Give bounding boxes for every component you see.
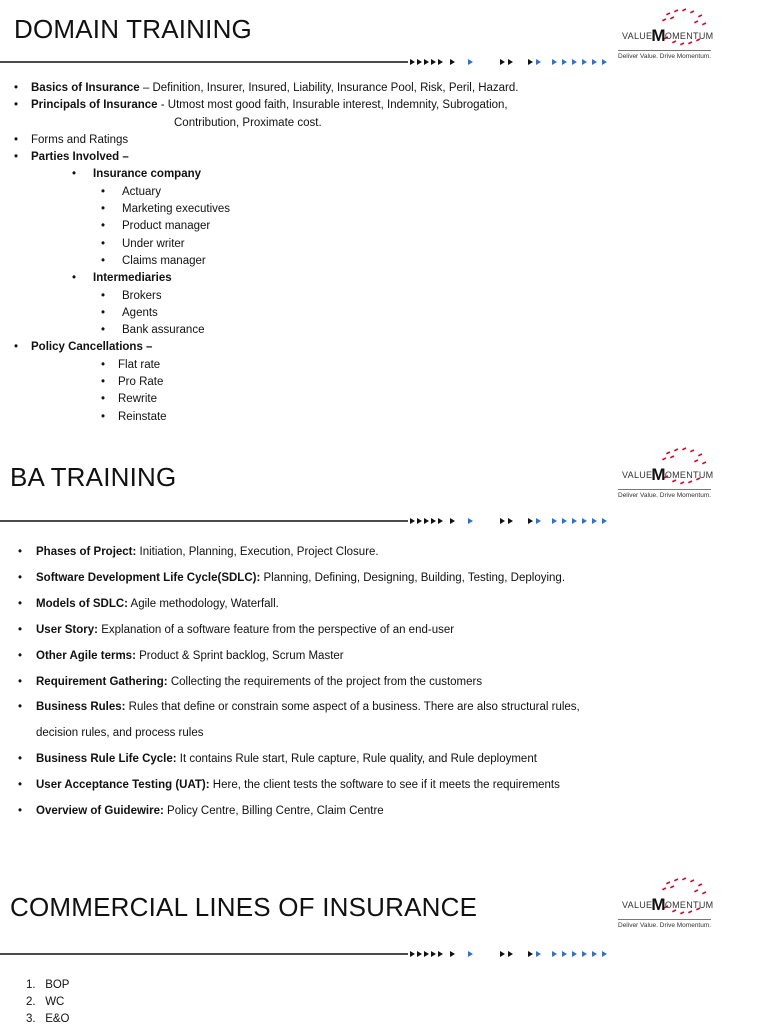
- arrow-mark: [528, 518, 533, 524]
- arrow-mark: [572, 518, 577, 524]
- arrow-mark: [468, 518, 473, 524]
- arrow-mark: [592, 518, 597, 524]
- list-item: • Parties Involved –: [14, 149, 518, 166]
- list-item: • Phases of Project: Initiation, Planning, Execution, Project Closure.: [18, 540, 580, 566]
- arrow-divider: [0, 57, 616, 67]
- arrow-mark: [536, 951, 541, 957]
- arrow-mark: [468, 951, 473, 957]
- arrow-mark: [450, 59, 455, 65]
- list-item: • Basics of Insurance – Definition, Insurer, Insured, Liability, Insurance Pool, Risk, Peril, Hazard.: [14, 80, 518, 97]
- arrow-mark: [562, 518, 567, 524]
- arrow-mark: [582, 951, 587, 957]
- arrow-mark: [500, 59, 505, 65]
- list-item: • Insurance company: [14, 166, 518, 183]
- list-item: • Reinstate: [14, 409, 518, 426]
- arrow-mark: [582, 518, 587, 524]
- logo-wordmark: VALUEMOMENTUM: [622, 465, 714, 484]
- arrow-mark: [562, 951, 567, 957]
- ba-training-slide: [0, 445, 768, 845]
- list-item: • Principals of Insurance - Utmost most good faith, Insurable interest, Indemnity, Subrogation,: [14, 97, 518, 114]
- list-item-continuation: decision rules, and process rules: [36, 727, 204, 740]
- ba-topic-list: [18, 540, 580, 825]
- arrow-mark: [438, 518, 443, 524]
- arrow-mark: [450, 518, 455, 524]
- arrow-mark: [602, 518, 607, 524]
- list-item: • Models of SDLC: Agile methodology, Waterfall.: [18, 592, 580, 618]
- slide-title: COMMERCIAL LINES OF INSURANCE: [10, 892, 478, 922]
- logo-tagline: Deliver Value. Drive Momentum.: [618, 919, 711, 929]
- list-item: • User Acceptance Testing (UAT): Here, the client tests the software to see if it meets the requirements: [18, 773, 580, 799]
- valuemomentum-logo: [618, 445, 728, 503]
- list-item: • Forms and Ratings: [14, 132, 518, 149]
- arrow-mark: [536, 59, 541, 65]
- arrow-mark: [450, 951, 455, 957]
- arrow-mark: [500, 951, 505, 957]
- list-item: • Software Development Life Cycle(SDLC): Planning, Defining, Designing, Building, Testing, Deploying.: [18, 566, 580, 592]
- list-item: • Business Rule Life Cycle: It contains Rule start, Rule capture, Rule quality, and Rule deployment: [18, 747, 580, 773]
- arrow-mark: [552, 951, 557, 957]
- list-item: • Intermediaries: [14, 270, 518, 287]
- arrow-mark: [582, 59, 587, 65]
- domain-topic-list: [14, 80, 518, 426]
- arrow-mark: [572, 59, 577, 65]
- arrow-mark: [508, 59, 513, 65]
- logo-wordmark: VALUEMOMENTUM: [622, 895, 714, 914]
- arrow-mark: [602, 951, 607, 957]
- logo-wordmark: VALUEMOMENTUM: [622, 26, 714, 45]
- list-item: • Agents: [14, 305, 518, 322]
- commercial-lines-list: [26, 977, 69, 1029]
- list-item: • Product manager: [14, 218, 518, 235]
- valuemomentum-logo: [618, 6, 728, 64]
- list-item: • User Story: Explanation of a software feature from the perspective of an end-user: [18, 618, 580, 644]
- arrow-mark: [431, 518, 436, 524]
- arrow-mark: [500, 518, 505, 524]
- list-item: • Marketing executives: [14, 201, 518, 218]
- valuemomentum-logo: [618, 875, 728, 933]
- list-item: • Pro Rate: [14, 374, 518, 391]
- arrow-mark: [431, 59, 436, 65]
- list-item-continuation: Contribution, Proximate cost.: [174, 116, 322, 129]
- list-item: 1. BOP: [26, 979, 70, 991]
- arrow-mark: [410, 951, 415, 957]
- arrow-mark: [572, 951, 577, 957]
- arrow-mark: [417, 59, 422, 65]
- arrow-mark: [536, 518, 541, 524]
- arrow-mark: [592, 951, 597, 957]
- arrow-mark: [508, 518, 513, 524]
- arrow-mark: [410, 59, 415, 65]
- slide-title: DOMAIN TRAINING: [14, 14, 252, 44]
- arrow-mark: [528, 951, 533, 957]
- arrow-mark: [468, 59, 473, 65]
- list-item: 2. WC: [26, 996, 65, 1009]
- list-item: 3. E&O: [26, 1013, 70, 1026]
- arrow-mark: [424, 59, 429, 65]
- arrow-mark: [424, 951, 429, 957]
- list-item: • Other Agile terms: Product & Sprint backlog, Scrum Master: [18, 644, 580, 670]
- arrow-mark: [528, 59, 533, 65]
- arrow-mark: [508, 951, 513, 957]
- arrow-mark: [438, 59, 443, 65]
- commercial-lines-slide: [0, 870, 768, 1024]
- arrow-mark: [417, 951, 422, 957]
- arrow-mark: [431, 951, 436, 957]
- arrow-divider: [0, 949, 616, 959]
- arrow-divider: [0, 516, 616, 526]
- list-item: • Claims manager: [14, 253, 518, 270]
- arrow-mark: [417, 518, 422, 524]
- arrow-mark: [562, 59, 567, 65]
- arrow-mark: [438, 951, 443, 957]
- arrow-mark: [552, 518, 557, 524]
- logo-tagline: Deliver Value. Drive Momentum.: [618, 50, 711, 60]
- list-item: • Flat rate: [14, 357, 518, 374]
- list-item: • Requirement Gathering: Collecting the requirements of the project from the customers: [18, 670, 580, 696]
- list-item: • Overview of Guidewire: Policy Centre, Billing Centre, Claim Centre: [18, 799, 580, 825]
- list-item: • Business Rules: Rules that define or constrain some aspect of a business. There are also structural rules,: [18, 695, 580, 721]
- arrow-mark: [592, 59, 597, 65]
- logo-tagline: Deliver Value. Drive Momentum.: [618, 489, 711, 499]
- list-item: • Bank assurance: [14, 322, 518, 339]
- arrow-mark: [424, 518, 429, 524]
- list-item: • Brokers: [14, 288, 518, 305]
- domain-training-slide: [0, 0, 768, 440]
- arrow-mark: [602, 59, 607, 65]
- list-item: • Under writer: [14, 236, 518, 253]
- list-item: • Policy Cancellations –: [14, 339, 518, 356]
- slide-title: BA TRAINING: [10, 462, 177, 492]
- arrow-mark: [410, 518, 415, 524]
- list-item: • Actuary: [14, 184, 518, 201]
- arrow-mark: [552, 59, 557, 65]
- list-item: • Rewrite: [14, 391, 518, 408]
